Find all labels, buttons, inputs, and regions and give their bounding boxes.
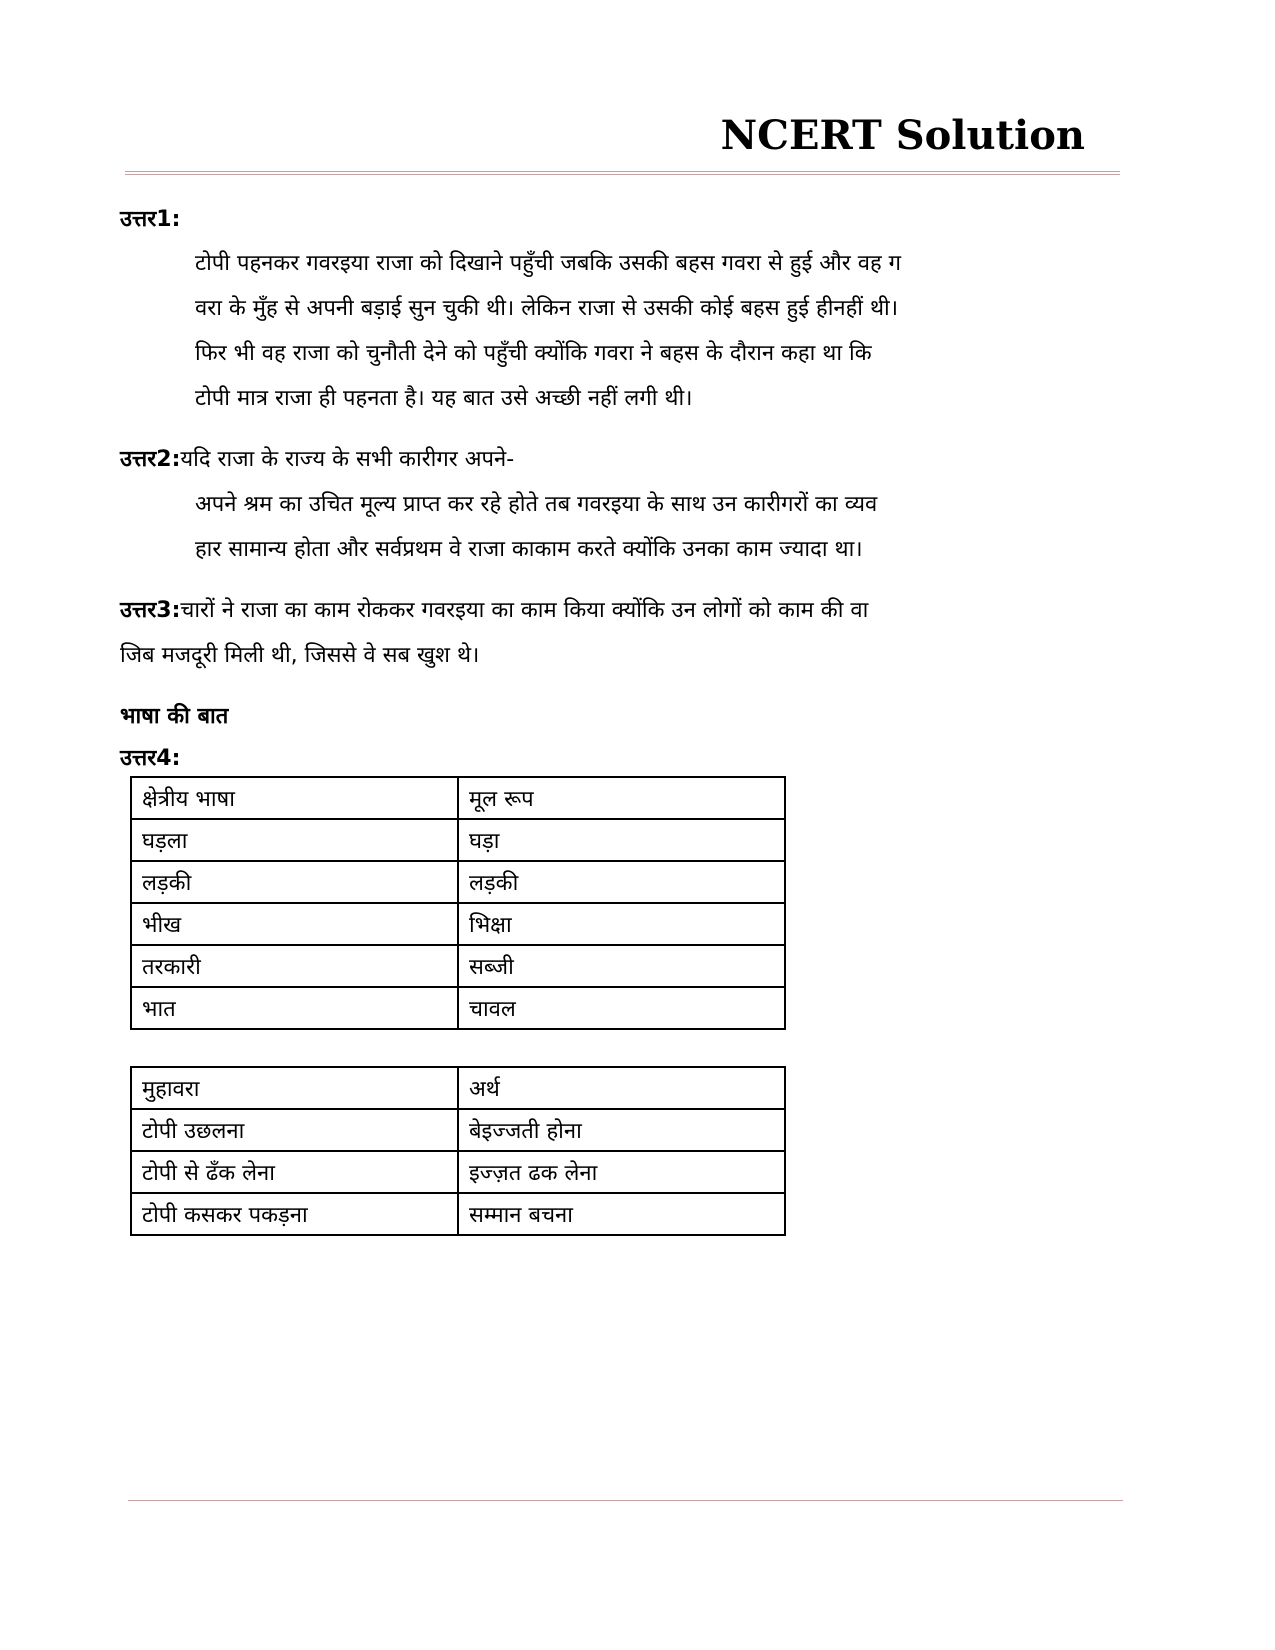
answer3-line: जिब मजदूरी मिली थी, जिससे वे सब खुश थे। [120, 643, 480, 668]
table-row [131, 903, 785, 945]
answer3-first-line: चारों ने राजा का काम रोककर गवरइया का काम किया क्योंकि उन लोगों को काम की वा [180, 598, 869, 623]
table-cell: टोपी कसकर पकड़ना [131, 1193, 458, 1235]
table-cell: लड़की [458, 861, 785, 903]
table-cell: सम्मान बचना [458, 1193, 785, 1235]
answer2-line: अपने श्रम का उचित मूल्य प्राप्त कर रहे होते तब गवरइया के साथ उन कारीगरों का व्यव [195, 492, 878, 517]
table-header-row [131, 1067, 785, 1109]
table-cell: भिक्षा [458, 903, 785, 945]
table-cell: तरकारी [131, 945, 458, 987]
section-title: भाषा की बात [120, 704, 229, 729]
table-cell: टोपी से ढँक लेना [131, 1151, 458, 1193]
table-cell: सब्जी [458, 945, 785, 987]
table-cell: टोपी उछलना [131, 1109, 458, 1151]
regional-language-table [130, 776, 786, 1030]
table-header-row [131, 777, 785, 819]
table-cell: घड़ला [131, 819, 458, 861]
table-cell: मुहावरा [131, 1067, 458, 1109]
answer1-label: उत्तर1: [120, 207, 181, 232]
table-row [131, 861, 785, 903]
footer-divider [128, 1500, 1123, 1501]
header-divider [125, 171, 1120, 172]
answer4-label: उत्तर4: [120, 746, 181, 771]
answer3-paragraph [120, 594, 868, 624]
table-cell: अर्थ [458, 1067, 785, 1109]
answer1-line: टोपी मात्र राजा ही पहनता है। यह बात उसे अच्छी नहीं लगी थी। [195, 386, 693, 411]
table-cell: भीख [131, 903, 458, 945]
table-cell: लड़की [131, 861, 458, 903]
header-title: NCERT Solution [720, 112, 1085, 159]
table-cell: क्षेत्रीय भाषा [131, 777, 458, 819]
table-cell: मूल रूप [458, 777, 785, 819]
table-cell: इज्ज़त ढक लेना [458, 1151, 785, 1193]
answer2-line: हार सामान्य होता और सर्वप्रथम वे राजा काकाम करते क्योंकि उनका काम ज्यादा था। [195, 537, 863, 562]
header-divider-2 [125, 174, 1120, 175]
table-row [131, 945, 785, 987]
table-cell: घड़ा [458, 819, 785, 861]
answer3-label: उत्तर3: [120, 598, 181, 623]
answer1-line: वरा के मुँह से अपनी बड़ाई सुन चुकी थी। लेकिन राजा से उसकी कोई बहस हुई हीनहीं थी। [195, 296, 899, 321]
table-row [131, 1109, 785, 1151]
answer1-line: फिर भी वह राजा को चुनौती देने को पहुँची क्योंकि गवरा ने बहस के दौरान कहा था कि [195, 341, 872, 366]
table-row [131, 1151, 785, 1193]
answer2-label: उत्तर2: [120, 447, 181, 472]
table-cell: भात [131, 987, 458, 1029]
answer1-line: टोपी पहनकर गवरइया राजा को दिखाने पहुँची जबकि उसकी बहस गवरा से हुई और वह ग [195, 251, 902, 276]
table-row [131, 987, 785, 1029]
idiom-table [130, 1066, 786, 1236]
table-cell: बेइज्जती होना [458, 1109, 785, 1151]
table-cell: चावल [458, 987, 785, 1029]
answer2-paragraph [120, 443, 514, 473]
answer2-first-line: यदि राजा के राज्य के सभी कारीगर अपने- [180, 447, 515, 472]
table-row [131, 1193, 785, 1235]
table-row [131, 819, 785, 861]
